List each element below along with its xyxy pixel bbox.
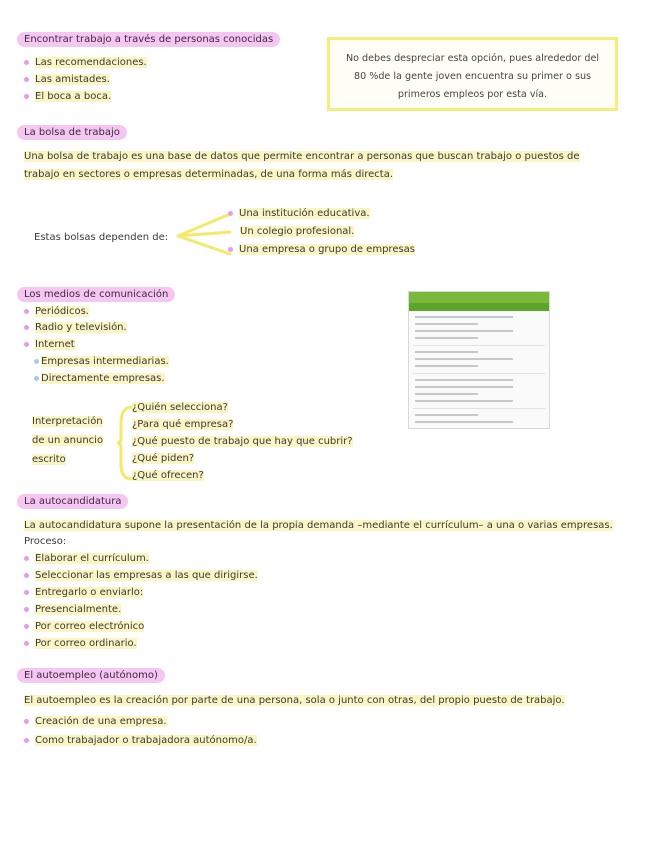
- bullet-icon: [24, 590, 29, 595]
- bullet-icon: [24, 719, 29, 724]
- paragraph-line: Una bolsa de trabajo es una base de datos que permite encontrar a personas que buscan trabajo o puestos de: [24, 151, 580, 162]
- paragraph: [24, 148, 580, 184]
- process-label: Proceso:: [24, 536, 67, 547]
- section-title-bolsa: La bolsa de trabajo: [17, 125, 127, 140]
- note-box: [327, 37, 618, 111]
- sub-list-item: Empresas intermediarias.: [34, 356, 169, 367]
- list-item: Un colegio profesional.: [240, 226, 355, 237]
- list-item: Presencialmente.: [24, 604, 121, 615]
- bullet-icon: [24, 556, 29, 561]
- bracket-icon: [176, 210, 232, 258]
- bullet-icon: [228, 247, 233, 252]
- bullet-icon: [228, 211, 233, 216]
- bullet-icon: [24, 94, 29, 99]
- list-item: Por correo ordinario.: [24, 638, 137, 649]
- list-item: Entregarlo o enviarlo:: [24, 587, 143, 598]
- list-item: Elaborar el currículum.: [24, 553, 149, 564]
- list-item: Las recomendaciones.: [24, 57, 147, 68]
- question-item: ¿Qué puesto de trabajo que hay que cubrir?: [132, 436, 353, 447]
- paragraph: El autoempleo es la creación por parte de una persona, sola o junto con otras, del propio puesto de trabajo.: [24, 695, 565, 706]
- paragraph-line: trabajo en sectores o empresas determinadas, de una forma más directa.: [24, 169, 393, 180]
- bullet-icon: [34, 376, 39, 381]
- note-line: primeros empleos por esta vía.: [397, 89, 548, 100]
- section-title-conocidas: Encontrar trabajo a través de personas conocidas: [17, 32, 280, 47]
- paragraph: La autocandidatura supone la presentación de la propia demanda –mediante el currículum– a una o varias empresas.: [24, 520, 613, 531]
- job-board-screenshot: [408, 291, 550, 429]
- bullet-icon: [24, 60, 29, 65]
- bullet-icon: [24, 342, 29, 347]
- question-item: ¿Qué ofrecen?: [132, 470, 204, 481]
- bullet-icon: [24, 309, 29, 314]
- interp-label: Interpretación de un anuncio escrito: [32, 416, 104, 465]
- list-item: Como trabajador o trabajadora autónomo/a.: [24, 735, 257, 746]
- question-item: ¿Quién selecciona?: [132, 402, 228, 413]
- note-line: No debes despreciar esta opción, pues alrededor del: [345, 53, 600, 64]
- bullet-icon: [24, 607, 29, 612]
- depend-label: Estas bolsas dependen de:: [34, 232, 169, 243]
- section-title-autocandidatura: La autocandidatura: [17, 494, 128, 509]
- section-title-autoempleo: El autoempleo (autónomo): [17, 668, 165, 683]
- list-item: El boca a boca.: [24, 91, 111, 102]
- bullet-icon: [24, 624, 29, 629]
- bullet-icon: [34, 359, 39, 364]
- bullet-icon: [24, 77, 29, 82]
- list-item: Una empresa o grupo de empresas: [228, 244, 415, 255]
- bullet-icon: [24, 738, 29, 743]
- sub-list-item: Directamente empresas.: [34, 373, 165, 384]
- question-item: ¿Qué piden?: [132, 453, 195, 464]
- list-item: Radio y televisión.: [24, 322, 127, 333]
- bullet-icon: [24, 641, 29, 646]
- bullet-icon: [24, 325, 29, 330]
- list-item: Periódicos.: [24, 306, 89, 317]
- list-item: Por correo electrónico: [24, 621, 144, 632]
- question-item: ¿Para qué empresa?: [132, 419, 234, 430]
- note-line: 80 %de la gente joven encuentra su primer o sus: [353, 71, 592, 82]
- section-title-medios: Los medios de comunicación: [17, 287, 175, 302]
- list-item: Internet: [24, 339, 75, 350]
- bullet-icon: [24, 573, 29, 578]
- list-item: Una institución educativa.: [228, 208, 370, 219]
- list-item: Seleccionar las empresas a las que dirigirse.: [24, 570, 258, 581]
- list-item: Creación de una empresa.: [24, 716, 167, 727]
- list-item: Las amistades.: [24, 74, 110, 85]
